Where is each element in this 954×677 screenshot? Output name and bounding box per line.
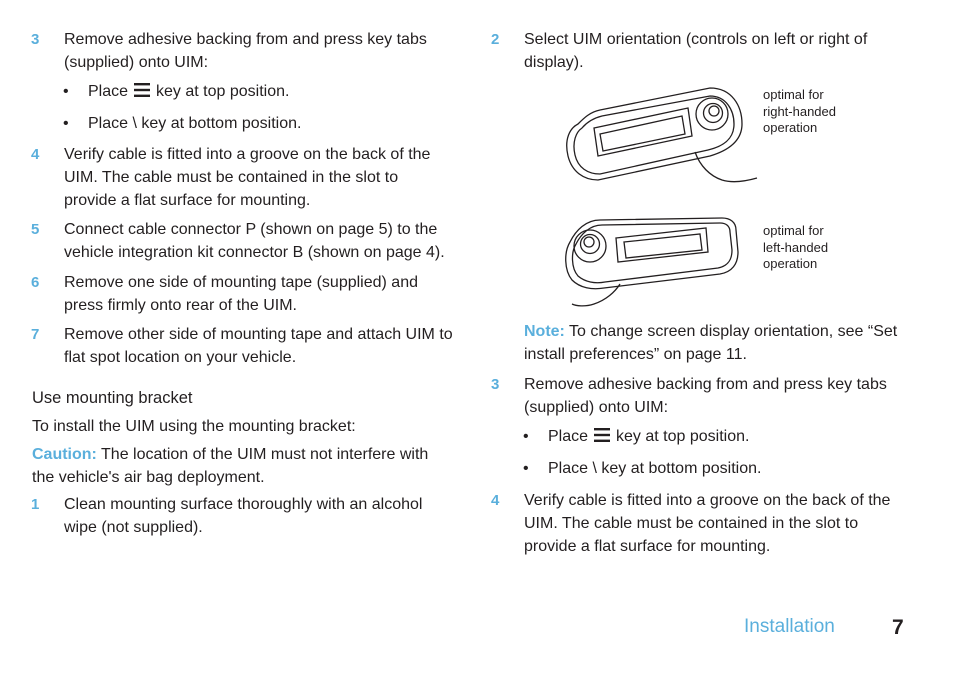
step-number: 6 xyxy=(31,274,40,291)
step-text-line: press firmly onto rear of the UIM. xyxy=(64,297,297,314)
step-text-line: Verify cable is fitted into a groove on the back of the xyxy=(524,492,891,509)
bullet-text: Place xyxy=(88,83,129,100)
caption-line: right-handed xyxy=(763,103,836,119)
step-text-line: Remove adhesive backing from and press key tabs xyxy=(524,376,887,393)
step-text-line: wipe (not supplied). xyxy=(64,519,203,536)
step-text-line: Select UIM orientation (controls on left or right of xyxy=(524,31,868,48)
section-heading: Use mounting bracket xyxy=(32,389,193,407)
footer-section-title: Installation xyxy=(744,616,835,637)
step-text-line: display). xyxy=(524,54,584,71)
bullet-text: Place xyxy=(548,428,589,445)
step-text-line: (supplied) onto UIM: xyxy=(64,54,209,71)
step-text-line: Remove other side of mounting tape and attach UIM to xyxy=(64,326,453,343)
step-text-line: Remove one side of mounting tape (supplied) and xyxy=(64,274,418,291)
caption-left-handed xyxy=(763,223,828,273)
step-text-line: (supplied) onto UIM: xyxy=(524,399,669,416)
step-number: 4 xyxy=(31,146,40,163)
step-text-line: UIM. The cable must be contained in the slot to xyxy=(524,515,859,532)
step-number: 4 xyxy=(491,492,500,509)
note-text-line: To change screen display orientation, see “Set xyxy=(564,323,898,340)
caution-paragraph xyxy=(32,443,428,489)
step-text-line: Remove adhesive backing from and press key tabs xyxy=(64,31,427,48)
caption-line: operation xyxy=(763,256,818,271)
step-text-line: Clean mounting surface thoroughly with an alcohol xyxy=(64,496,423,513)
step-number: 3 xyxy=(31,31,40,48)
note-text-line: install preferences” on page 11. xyxy=(524,346,747,363)
bullet-dot: • xyxy=(523,428,529,445)
step-number: 1 xyxy=(31,496,40,513)
note-label: Note: xyxy=(524,323,565,340)
caption-line: operation xyxy=(763,120,818,135)
step-text-line: flat spot location on your vehicle. xyxy=(64,349,297,366)
bullet-text: Place \ key at bottom position. xyxy=(88,115,302,132)
caption-line: left-handed xyxy=(763,239,829,255)
bullet-dot: • xyxy=(63,83,69,100)
caution-text-line: The location of the UIM must not interfere with xyxy=(96,446,429,463)
bullet-text: key at top position. xyxy=(156,83,290,100)
step-number: 2 xyxy=(491,31,500,48)
intro-text: To install the UIM using the mounting bracket: xyxy=(32,418,356,435)
step-number: 5 xyxy=(31,221,40,238)
bullet-text: key at top position. xyxy=(616,428,750,445)
step-text-line: provide a flat surface for mounting. xyxy=(524,538,771,555)
note-paragraph xyxy=(524,320,897,366)
uim-right-handed-illustration xyxy=(560,84,760,188)
menu-icon xyxy=(594,428,610,442)
step-text-line: vehicle integration kit connector B (shown on page 4). xyxy=(64,244,445,261)
step-number: 7 xyxy=(31,326,40,343)
step-text-line: Connect cable connector P (shown on page 5) to the xyxy=(64,221,438,238)
step-text-line: Verify cable is fitted into a groove on the back of the xyxy=(64,146,431,163)
step-number: 3 xyxy=(491,376,500,393)
caution-text-line: the vehicle's air bag deployment. xyxy=(32,469,265,486)
step-text-line: provide a flat surface for mounting. xyxy=(64,192,311,209)
step-text-line: UIM. The cable must be contained in the slot to xyxy=(64,169,399,186)
bullet-dot: • xyxy=(523,460,529,477)
caption-line: optimal for xyxy=(763,87,824,102)
bullet-text: Place \ key at bottom position. xyxy=(548,460,762,477)
caption-right-handed xyxy=(763,87,836,137)
caption-line: optimal for xyxy=(763,223,824,238)
bullet-dot: • xyxy=(63,115,69,132)
caution-label: Caution: xyxy=(32,446,97,463)
page-number: 7 xyxy=(892,616,904,639)
menu-icon xyxy=(134,83,150,97)
uim-left-handed-illustration xyxy=(560,212,750,316)
